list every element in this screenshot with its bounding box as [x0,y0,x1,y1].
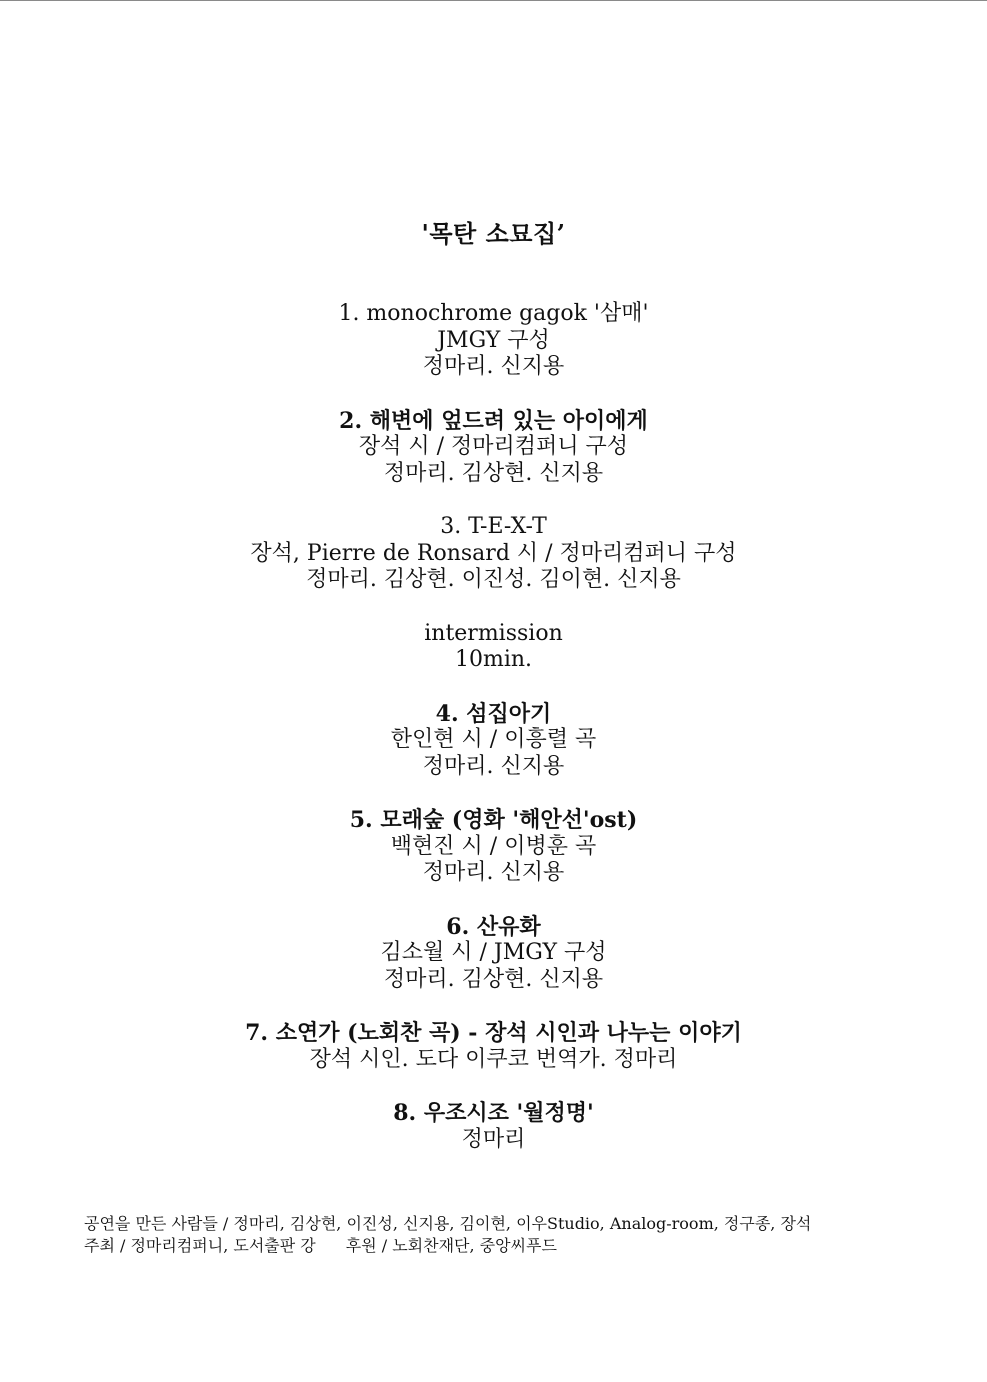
program-item-5 [0,807,987,887]
program-item-performers: 정마리 [461,1126,526,1152]
credits-host: 주최 / 정마리컴퍼니, 도서출판 강 [84,1236,316,1255]
program-item-8 [0,1100,987,1153]
program-item-heading: 3. T-E-X-T [440,514,547,539]
top-rule [0,0,987,1]
program-item-performers: 장석 시인. 도다 이쿠코 번역가. 정마리 [309,1046,678,1072]
program-item-performers: 정마리. 신지용 [422,753,565,779]
credits-organizers [84,1235,964,1257]
intermission-label: intermission [424,620,563,646]
program-item-performers: 정마리. 김상현. 신지용 [383,460,604,486]
program-item-7 [0,1020,987,1073]
program-item-heading: 2. 해변에 엎드려 있는 아이에게 [339,407,648,434]
program-item-performers: 정마리. 신지용 [422,354,565,379]
program-item-detail: 장석 시 / 정마리컴퍼니 구성 [358,434,629,459]
program-item-performers: 정마리. 김상현. 신지용 [383,966,604,992]
program-item-4 [0,701,987,781]
program-item-performers: 정마리. 김상현. 이진성. 김이현. 신지용 [306,567,681,592]
program-item-detail: JMGY 구성 [437,327,550,353]
program-item-detail: 장석, Pierre de Ronsard 시 / 정마리컴퍼니 구성 [250,540,737,566]
program-item-heading: 1. monochrome gagok '삼매' [338,301,649,326]
program-item-1 [0,301,987,381]
program-item-2 [0,408,987,488]
credits-sponsor: 후원 / 노회찬재단, 중앙씨푸드 [345,1236,557,1255]
program-item-heading: 4. 섬집아기 [435,700,552,727]
program-item-3 [0,514,987,594]
program-item-detail: 김소월 시 / JMGY 구성 [380,940,607,965]
program-item-heading: 8. 우조시조 '월정명' [393,1100,594,1126]
program-item-detail: 백현진 시 / 이병훈 곡 [390,833,597,859]
credits-makers: 공연을 만든 사람들 / 정마리, 김상현, 이진성, 신지용, 김이현, 이우Studio, Analog-room, 정구종, 장석 [84,1214,812,1233]
program-item-heading: 6. 산유화 [446,913,541,940]
credits [84,1213,964,1257]
program-item-heading: 7. 소연가 (노회찬 곡) - 장석 시인과 나누는 이야기 [245,1020,742,1046]
program-item-6 [0,914,987,994]
program-item-heading: 5. 모래숲 (영화 '해안선'ost) [349,807,638,833]
program-item-performers: 정마리. 신지용 [422,860,565,885]
program-item-detail: 한인현 시 / 이흥렬 곡 [390,727,597,752]
program-list [0,301,987,1180]
intermission-duration: 10min. [454,647,533,672]
page-title: '목탄 소묘집’ [421,219,566,248]
program-intermission [0,621,987,674]
